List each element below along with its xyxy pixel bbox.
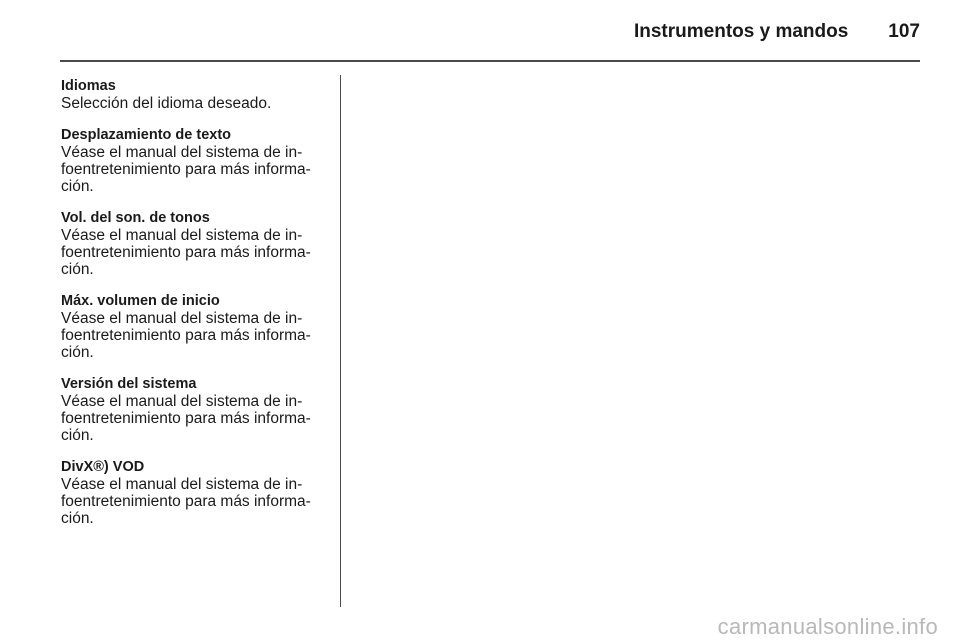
entry-vol-del-son-de-tonos [61, 210, 329, 278]
page-number: 107 [888, 21, 920, 42]
page-header [634, 17, 920, 47]
entry-idiomas [61, 78, 329, 112]
entry-body: Véase el manual del sistema de in- foentretenimiento para más informa- ción. [61, 476, 311, 527]
entry-title: Desplazamiento de texto [61, 127, 232, 143]
entry-body: Véase el manual del sistema de in- foentretenimiento para más informa- ción. [61, 144, 311, 195]
watermark: carmanualsonline.info [717, 614, 938, 639]
page-title: Instrumentos y mandos [633, 21, 849, 42]
entry-title: Vol. del son. de tonos [61, 210, 210, 226]
header-rule [60, 60, 920, 62]
entry-title: Máx. volumen de inicio [61, 293, 220, 309]
entry-max-volumen-de-inicio [61, 293, 329, 361]
entry-title: Idiomas [61, 78, 116, 94]
column-divider [340, 75, 341, 607]
entry-body: Véase el manual del sistema de in- foentretenimiento para más informa- ción. [61, 310, 311, 361]
left-column [61, 78, 329, 542]
entry-body: Selección del idioma deseado. [61, 95, 272, 112]
entry-title: DivX®) VOD [61, 459, 145, 475]
entry-body: Véase el manual del sistema de in- foentretenimiento para más informa- ción. [61, 393, 311, 444]
entry-body: Véase el manual del sistema de in- foentretenimiento para más informa- ción. [61, 227, 311, 278]
entry-title: Versión del sistema [61, 376, 197, 392]
entry-version-del-sistema [61, 376, 329, 444]
entry-divx-vod [61, 459, 329, 527]
entry-desplazamiento-de-texto [61, 127, 329, 195]
